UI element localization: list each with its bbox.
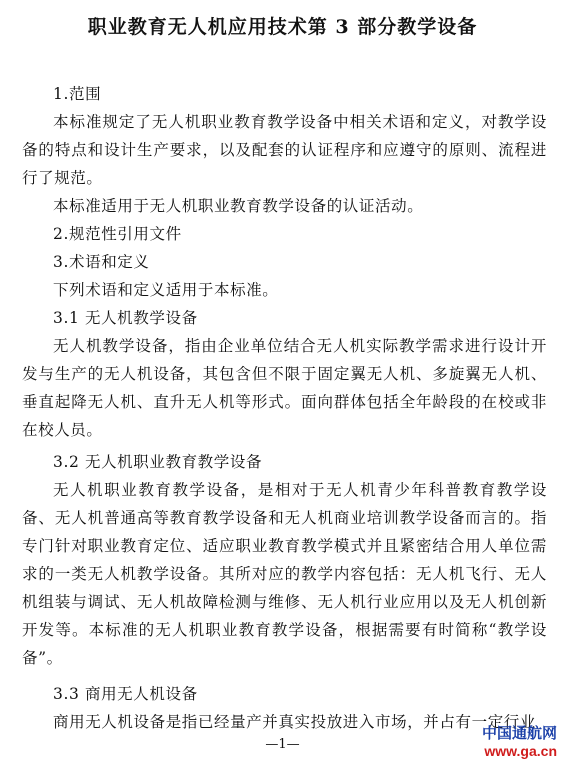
paragraph-3-3-body: 商用无人机设备是指已经量产并真实投放进入市场，并占有一定行业 <box>53 713 537 731</box>
section-heading-scope: 1.范围 <box>53 85 102 103</box>
section-heading-terms: 3.术语和定义 <box>53 253 150 271</box>
section-heading-references: 2.规范性引用文件 <box>53 225 182 243</box>
paragraph-scope-applicability: 本标准适用于无人机职业教育教学设备的认证活动。 <box>53 197 424 215</box>
paragraph-3-1-body: 无人机教学设备，指由企业单位结合无人机实际教学需求进行设计开发与生产的无人机设备，其包含但不限于固定翼无人机、多旋翼无人机、垂直起降无人机、直升无人机等形式。面向群体包括全年龄段的在校或非在校人员。 <box>22 337 547 439</box>
paragraph-3-2-body: 无人机职业教育教学设备，是相对于无人机青少年科普教育教学设备、无人机普通高等教育教学设备和无人机商业培训教学设备而言的。指专门针对职业教育定位、适应职业教育教学模式并且紧密结合用人单位需求的一类无人机教学设备。其所对应的教学内容包括：无人机飞行、无人机组装与调试、无人机故障检测与维修、无人机行业应用以及无人机创新开发等。本标准的无人机职业教育教学设备，根据需要有时简称“教学设备”。 <box>22 481 547 667</box>
paragraph-scope-body: 本标准规定了无人机职业教育教学设备中相关术语和定义，对教学设备的特点和设计生产要求，以及配套的认证程序和应遵守的原则、流程进行了规范。 <box>22 113 547 187</box>
subsection-heading-3-2: 3.2 无人机职业教育教学设备 <box>53 453 263 471</box>
watermark-url: www.ga.cn <box>484 743 557 759</box>
site-watermark <box>482 722 557 759</box>
watermark-site-name: 中国通航网 <box>481 725 557 742</box>
document-title: 职业教育无人机应用技术第 3 部分教学设备 <box>87 16 478 38</box>
subsection-heading-3-3: 3.3 商用无人机设备 <box>53 685 198 703</box>
paragraph-terms-intro: 下列术语和定义适用于本标准。 <box>53 281 279 299</box>
subsection-heading-3-1: 3.1 无人机教学设备 <box>53 309 198 327</box>
page-number: —1— <box>265 737 300 752</box>
